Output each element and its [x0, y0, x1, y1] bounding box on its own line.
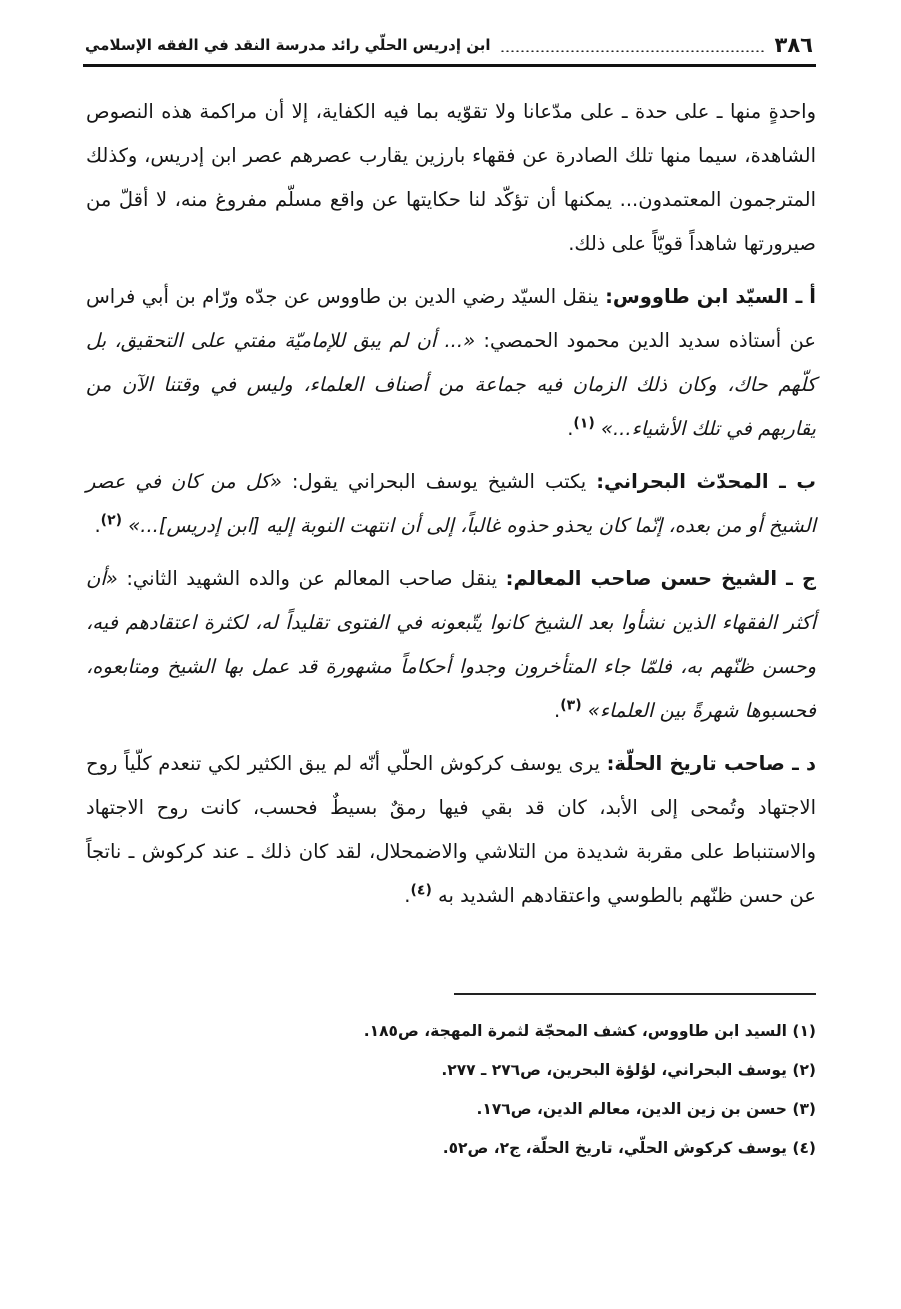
paragraph-sahib-al-maalim: ج ـ الشيخ حسن صاحب المعالم: ينقل صاحب المعالم عن والده الشهيد الثاني: «أن أكثر الفقهاء الذين نشأوا بعد الشيخ كانوا يتّبعونه في الفتوى تقليداً له، لكثرة اعتقادهم فيه، وحسن ظنّهم به، فلمّا جاء المتأخرون وجدوا أحكاماً مشهورة قد عمل بها الشيخ ومتابعوه، فحسبوها شهرةً بين العلماء» $^{(٣)}$. [86, 567, 817, 722]
footnote-ref: (٢) [100, 512, 123, 529]
paragraph-quote: «أن أكثر الفقهاء الذين نشأوا بعد الشيخ كانوا يتّبعونه في الفتوى تقليداً له، لكثرة اعتقادهم فيه، وحسن ظنّهم به، فلمّا جاء المتأخرون وجدوا أحكاماً مشهورة قد عمل بها الشيخ ومتابعوه، فحسبوها شهرةً بين العلماء» [86, 567, 816, 722]
paragraph-heading: ج ـ الشيخ حسن صاحب المعالم: [505, 567, 817, 590]
paragraph-text: ينقل صاحب المعالم عن والده الشهيد الثاني: [117, 567, 498, 590]
footnote-ref: (٣) [560, 697, 582, 714]
paragraph-bahrani: ب ـ المحدّث البحراني: يكتب الشيخ يوسف البحراني يقول: «كل من كان في عصر الشيخ أو من بعده، إنّما كان يحذو حذوه غالباً، إلى أن انتهت النوبة إليه [ابن إدريس]...» $^{(٢)}$. [86, 470, 816, 537]
footnote-separator [454, 993, 816, 995]
body-text [86, 90, 816, 927]
paragraph-quote: «... أن لم يبق للإماميّة مفتي على التحقيق، بل كلّهم حاك، وكان ذلك الزمان فيه جماعة من أصناف العلماء، وليس في وقتنا الآن من يقاربهم في تلك الأشياء...» [86, 329, 816, 440]
paragraph-heading: أ ـ السيّد ابن طاووس: [605, 285, 816, 308]
paragraph-text: يرى يوسف كركوش الحلّي أنّه لم يبق الكثير لكي تنعدم كلّياً روح الاجتهاد وتُمحى إلى الأبد، كان قد بقي فيها رمقٌ بسيطٌ فحسب، كانت روح الاجتهاد والاستنباط على مقربة شديدة من التلاشي والاضمحلال، لقد كان ذلك ـ عند كركوش ـ ناتجاً عن حسن ظنّهم بالطوسي واعتقادهم الشديد به [86, 752, 816, 907]
footnote-ref: (٤) [410, 882, 432, 899]
paragraph-text: ينقل السيّد رضي الدين بن طاووس عن جدّه ورّام بن أبي فراس عن أستاذه سديد الدين محمود الحمصي: [86, 285, 816, 352]
intro-paragraph: واحدةٍ منها ـ على حدة ـ على مدّعانا ولا تقوّيه بما فيه الكفاية، إلا أن مراكمة هذه النصوص الشاهدة، سيما منها تلك الصادرة عن فقهاء بارزين يقارب عصرهم عصر ابن إدريس، وكذلك المترجمون المعتمدون... يمكنها أن تؤكّد لنا حكايتها عن واقع مسلّم مفروغ منه، لا أقلّ من صيرورتها شاهداً قويّاً على ذلك. [86, 100, 816, 255]
footnote-item: (٢) يوسف البحراني، لؤلؤة البحرين، ص٢٧٦ ـ ٢٧٧. [441, 1061, 816, 1079]
footnote-item: (٤) يوسف كركوش الحلّي، تاريخ الحلّة، ج٢، ص٥٢. [442, 1139, 816, 1157]
footnote-ref: (١) [573, 415, 595, 432]
paragraph-heading: ب ـ المحدّث البحراني: [596, 470, 816, 493]
running-header [85, 30, 813, 60]
footnote-item: (١) السيد ابن طاووس، كشف المحجّة لثمرة المهجة، ص١٨٥. [363, 1022, 816, 1040]
paragraph-heading: د ـ صاحب تاريخ الحلّة: [606, 752, 816, 775]
running-title: ابن إدريس الحلّي رائد مدرسة النقد في الفقه الإسلامي [85, 36, 491, 54]
footnote-item: (٣) حسن بن زين الدين، معالم الدين، ص١٧٦. [476, 1100, 816, 1118]
page-number: ٣٨٦ [774, 33, 813, 57]
paragraph-tarikh-al-hilla: د ـ صاحب تاريخ الحلّة: يرى يوسف كركوش الحلّي أنّه لم يبق الكثير لكي تنعدم كلّياً روح الاجتهاد وتُمحى إلى الأبد، كان قد بقي فيها رمقٌ بسيطٌ فحسب، كانت روح الاجتهاد والاستنباط على مقربة شديدة من التلاشي والاضمحلال، لقد كان ذلك ـ عند كركوش ـ ناتجاً عن حسن ظنّهم بالطوسي واعتقادهم الشديد به $^{(٤)}$. [86, 752, 816, 907]
footnotes [86, 1012, 816, 1168]
dotted-leader [500, 50, 764, 52]
paragraph-quote: «كل من كان في عصر الشيخ أو من بعده، إنّما كان يحذو حذوه غالباً، إلى أن انتهت النوبة إليه [ابن إدريس]...» [86, 470, 816, 537]
paragraph-ibn-tawus: أ ـ السيّد ابن طاووس: ينقل السيّد رضي الدين بن طاووس عن جدّه ورّام بن أبي فراس عن أستاذه سديد الدين محمود الحمصي: «... أن لم يبق للإماميّة مفتي على التحقيق، بل كلّهم حاك، وكان ذلك الزمان فيه جماعة من أصناف العلماء، وليس في وقتنا الآن من يقاربهم في تلك الأشياء...» $^{(١)}$. [86, 285, 816, 440]
paragraph-text: يكتب الشيخ يوسف البحراني يقول: [281, 470, 587, 493]
header-rule [83, 64, 816, 67]
